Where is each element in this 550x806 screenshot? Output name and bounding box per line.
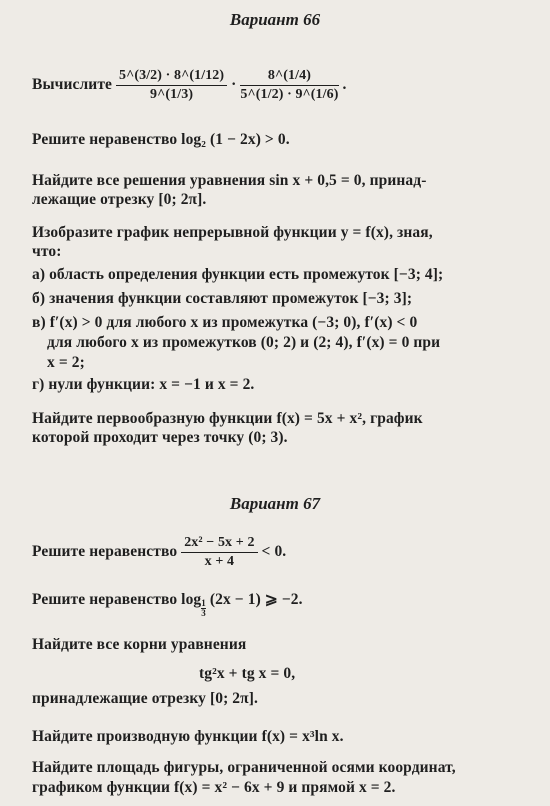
task-66-1-fraction-b (240, 68, 338, 103)
task-67-1 (32, 535, 286, 570)
variant-67-title: Вариант 67 (229, 494, 321, 513)
task-67-4: Найдите производную функции f(x) = x³ln x. (32, 728, 344, 745)
task-66-3-line-1: Найдите все решения уравнения sin x + 0,5 = 0, принад- (32, 172, 427, 189)
task-66-1-label: Вычислите (32, 76, 113, 94)
task-66-1-b-denominator: 5^(1/2) · 9^(1/6) (240, 87, 339, 102)
task-67-3-equation: tg²x + tg x = 0, (199, 665, 296, 682)
task-66-1-b-numerator: 8^(1/4) (240, 68, 338, 86)
task-66-4-b: б) значения функции составляют промежуток [−3; 3]; (32, 290, 413, 307)
task-67-1-numerator: 2x² − 5x + 2 (181, 535, 257, 553)
task-67-1-fraction (181, 535, 257, 570)
task-66-2: Решите неравенство log₂ (1 − 2x) > 0. (32, 131, 290, 148)
task-67-1-denominator: x + 4 (204, 554, 235, 569)
task-67-2-rest: (2x − 1) ⩾ −2. (209, 591, 303, 608)
task-66-5-line-2: которой проходит через точку (0; 3). (32, 429, 288, 446)
task-66-5-line-1: Найдите первообразную функции f(x) = 5x + x², график (32, 410, 423, 427)
task-66-4-d: г) нули функции: x = −1 и x = 2. (32, 376, 255, 393)
task-66-4-c-line-1: в) f′(x) > 0 для любого x из промежутка (−3; 0), f′(x) < 0 (32, 314, 418, 331)
task-67-2-label: Решите неравенство log (32, 591, 202, 608)
variant-66-title: Вариант 66 (229, 10, 321, 29)
task-66-4-c-line-2: для любого x из промежутков (0; 2) и (2; 4), f′(x) = 0 при (47, 334, 441, 351)
task-67-2 (32, 590, 303, 618)
task-67-2-base-denominator: 3 (201, 608, 206, 618)
task-67-2-log-base (201, 599, 206, 618)
task-67-5-line-1: Найдите площадь фигуры, ограниченной осями координат, (32, 759, 456, 776)
task-67-1-rhs: < 0. (261, 543, 287, 561)
task-66-4-line-1: Изобразите график непрерывной функции y = f(x), зная, (32, 224, 433, 241)
task-66-4-a: а) область определения функции есть промежуток [−3; 4]; (32, 266, 444, 283)
task-66-4-line-2: что: (32, 243, 62, 260)
task-66-1-period: . (342, 76, 347, 94)
task-67-3-line-1: Найдите все корни уравнения (32, 636, 247, 653)
task-66-1-fraction-a (116, 68, 227, 103)
task-66-3-line-2: лежащие отрезку [0; 2π]. (32, 191, 207, 208)
task-66-1-dot: · (231, 76, 237, 94)
task-66-1-a-numerator: 5^(3/2) · 8^(1/12) (116, 68, 227, 86)
task-67-1-label: Решите неравенство (32, 543, 178, 561)
task-66-1-a-denominator: 9^(1/3) (150, 87, 194, 102)
task-67-5-line-2: графиком функции f(x) = x² − 6x + 9 и прямой x = 2. (32, 779, 396, 796)
task-67-3-line-2: принадлежащие отрезку [0; 2π]. (32, 690, 258, 707)
task-67-2-base-numerator: 1 (201, 598, 206, 608)
task-66-4-c-line-3: x = 2; (47, 354, 85, 371)
task-66-1 (32, 68, 346, 103)
